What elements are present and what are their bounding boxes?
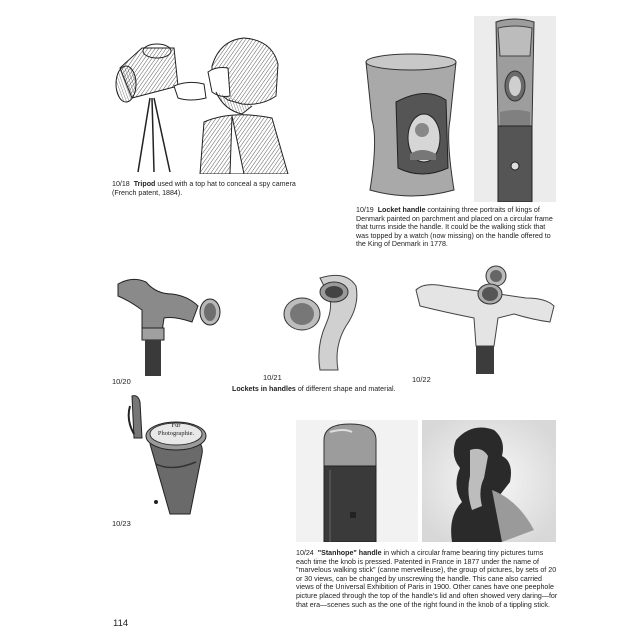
figure-10-22-photo <box>414 262 556 374</box>
figure-number-10-23: 10/23 <box>112 519 131 528</box>
caption-text: containing three portraits of kings of Denmark painted on parchment and placed on a circular frame that turns inside the handle. It could be the walking stick that was topped by a watch (now missing) on the handle offered to the King of Denmark in 1778. <box>356 206 553 249</box>
photo-label <box>152 422 200 437</box>
caption-title: Locket handle <box>377 206 426 214</box>
figure-number-10-22: 10/22 <box>412 375 431 384</box>
photo-label-line2: Photographie. <box>157 429 195 437</box>
figure-number: 10/18 <box>112 180 130 188</box>
figure-10-18-engraving <box>112 26 290 174</box>
caption-text: used with a top hat to conceal a spy camera (French patent, 1884). <box>112 180 296 197</box>
page-number: 114 <box>113 618 129 629</box>
figure-10-24-daring-scene-photo <box>422 420 556 542</box>
caption-10-19 <box>356 206 556 249</box>
caption-title: "Stanhope" handle <box>317 549 382 557</box>
caption-text: of different shape and material. <box>297 385 396 393</box>
figure-number-10-20: 10/20 <box>112 377 131 386</box>
caption-title: Lockets in handles <box>232 385 296 393</box>
photo-label-line1: Für <box>171 422 181 429</box>
figure-number: 10/19 <box>356 206 374 214</box>
figure-10-20-photo <box>112 266 224 376</box>
caption-10-24 <box>296 549 558 609</box>
figure-number-10-21: 10/21 <box>263 373 282 382</box>
caption-title: Tripod <box>133 180 156 188</box>
caption-lockets-group <box>232 385 432 394</box>
figure-10-19-locket-photo <box>356 50 466 200</box>
figure-10-19-cane-photo <box>474 16 556 202</box>
caption-10-18 <box>112 180 302 197</box>
figure-number: 10/24 <box>296 549 314 557</box>
figure-10-24-cane-photo <box>296 420 418 542</box>
figure-10-21-photo <box>276 270 372 372</box>
figure-10-23-photo <box>112 394 224 516</box>
caption-text: in which a circular frame bearing tiny pictures turns each time the knob is pressed. Patented in France in 1877 under the name of "marvelous walking stick" (canne merveilleuse), the group of pictures, by sets of 20 or 30 views, can be changed by unscrewing the handle. This cane also carried views of the Universal Exhibition of Paris in 1900. Other canes have one peephole picture placed through the top of the handle's lid and often showed very daring—for that era—scenes such as the one of the right found in the knob of a tippling stick. <box>296 549 558 609</box>
